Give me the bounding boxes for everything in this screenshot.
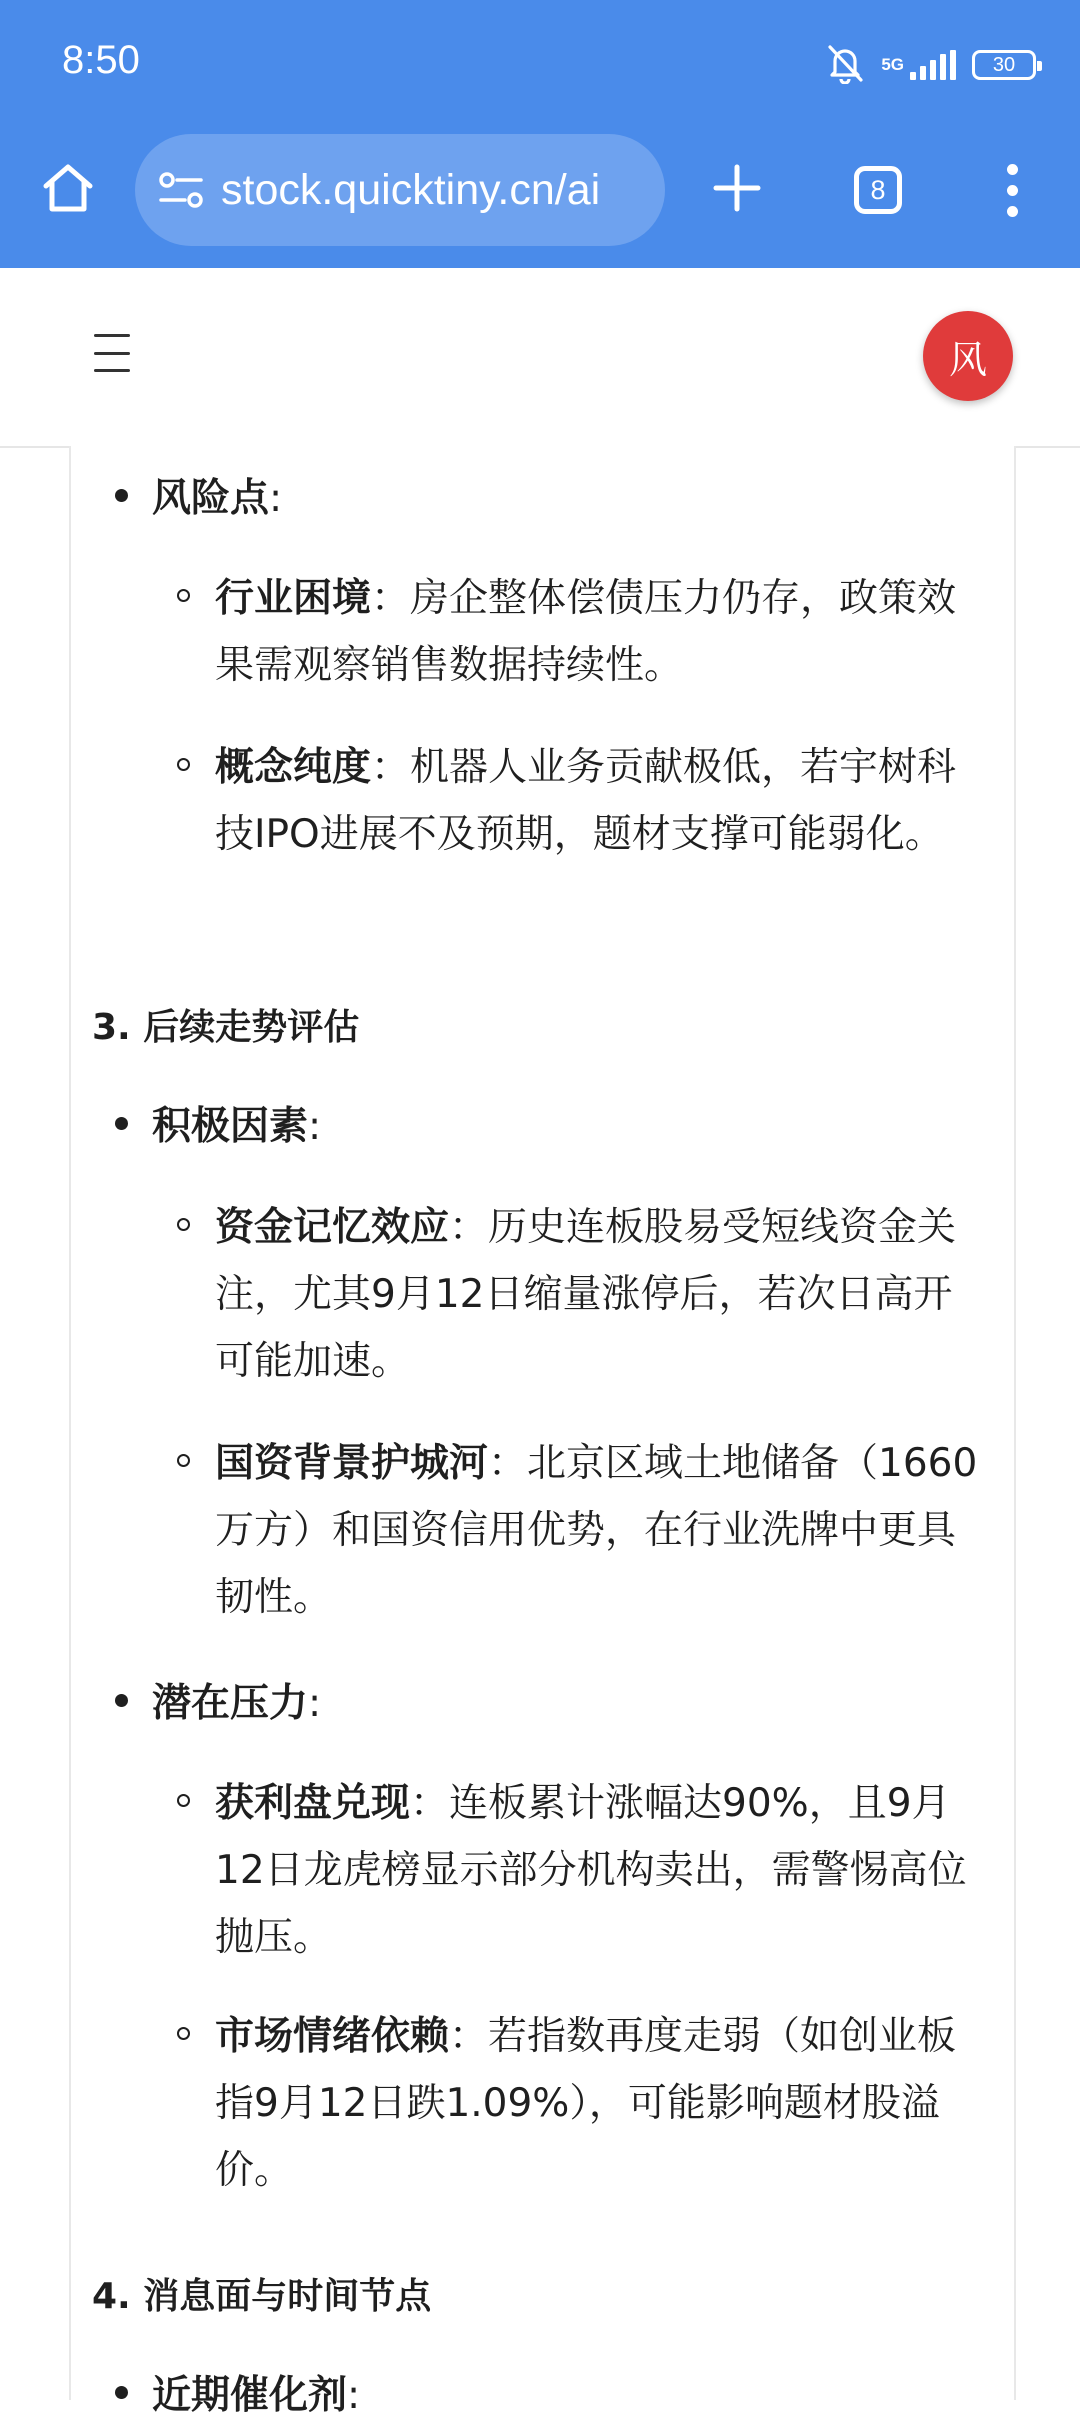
term: 市场情绪依赖 bbox=[215, 2014, 450, 2059]
item-text: 北京区域土地储备（1660万方）和国资信用优势，在行业洗牌中更具韧性。 bbox=[215, 1441, 978, 1620]
status-time: 8:50 bbox=[62, 38, 140, 82]
section-heading-4: 4. 消息面与时间节点 bbox=[92, 2276, 432, 2317]
colon: : bbox=[308, 1104, 322, 1149]
browser-toolbar bbox=[0, 130, 1080, 250]
item-colon: ： bbox=[449, 2014, 489, 2059]
battery-level: 30 bbox=[992, 53, 1016, 76]
bell-off-icon bbox=[825, 42, 865, 88]
new-tab-button[interactable] bbox=[699, 152, 775, 228]
heading-risk: 风险点 bbox=[152, 476, 270, 521]
list-item-positive bbox=[152, 1095, 321, 1151]
list-item-risk bbox=[152, 467, 282, 523]
list-item-profit-taking bbox=[215, 1770, 985, 1971]
browser-chrome bbox=[0, 0, 1080, 268]
home-button[interactable] bbox=[30, 152, 106, 228]
item-colon: ： bbox=[488, 1441, 528, 1486]
item-text: 若指数再度走弱（如创业板指9月12日跌1.09%），可能影响题材股溢价。 bbox=[215, 2014, 957, 2193]
item-text: 历史连板股易受短线资金关注，尤其9月12日缩量涨停后，若次日高开可能加速。 bbox=[215, 1205, 957, 1384]
tab-switcher-button[interactable] bbox=[840, 152, 916, 228]
more-icon bbox=[1007, 164, 1018, 217]
item-colon: ： bbox=[371, 745, 411, 790]
item-text: 连板累计涨幅达90%，且9月12日龙虎榜显示部分机构卖出，需警惕高位抛压。 bbox=[215, 1781, 967, 1960]
colon: : bbox=[269, 476, 283, 521]
list-item-fund-memory bbox=[215, 1194, 985, 1395]
avatar[interactable] bbox=[923, 311, 1013, 401]
plus-icon bbox=[712, 163, 762, 217]
home-icon bbox=[40, 160, 96, 220]
item-colon: ： bbox=[371, 576, 411, 621]
section-heading-3: 3. 后续走势评估 bbox=[92, 1007, 360, 1048]
battery-icon bbox=[972, 50, 1036, 80]
colon: : bbox=[347, 2373, 361, 2418]
list-item-catalyst bbox=[152, 2364, 360, 2420]
heading-positive: 积极因素 bbox=[152, 1104, 309, 1149]
term: 获利盘兑现 bbox=[215, 1781, 411, 1826]
item-text: 房企整体偿债压力仍存，政策效果需观察销售数据持续性。 bbox=[215, 576, 957, 688]
colon: : bbox=[308, 1681, 322, 1726]
signal-icon bbox=[910, 50, 956, 80]
url-text[interactable]: stock.quicktiny.cn/ai bbox=[221, 165, 601, 214]
term: 概念纯度 bbox=[215, 745, 372, 790]
tab-count: 8 bbox=[870, 174, 886, 205]
hamburger-icon[interactable] bbox=[94, 334, 130, 372]
item-colon: ： bbox=[410, 1781, 450, 1826]
tabs-icon bbox=[854, 166, 902, 214]
list-item-industry bbox=[215, 565, 985, 699]
list-item-concept bbox=[215, 734, 985, 868]
item-text: 机器人业务贡献极低，若宇树科技IPO进展不及预期，题材支撑可能弱化。 bbox=[215, 745, 957, 857]
more-menu-button[interactable] bbox=[974, 152, 1050, 228]
heading-catalyst: 近期催化剂 bbox=[152, 2373, 348, 2418]
term: 资金记忆效应 bbox=[215, 1205, 450, 1250]
term: 行业困境 bbox=[215, 576, 372, 621]
site-settings-icon[interactable] bbox=[157, 168, 207, 212]
term: 国资背景护城河 bbox=[215, 1441, 489, 1486]
list-item-state-moat bbox=[215, 1430, 985, 1631]
address-bar[interactable] bbox=[135, 134, 665, 246]
site-header bbox=[0, 268, 1080, 448]
list-item-sentiment bbox=[215, 2003, 985, 2204]
heading-pressure: 潜在压力 bbox=[152, 1681, 309, 1726]
list-item-pressure bbox=[152, 1672, 321, 1728]
item-colon: ： bbox=[449, 1205, 489, 1250]
status-icons bbox=[825, 40, 1036, 90]
avatar-text: 风 bbox=[948, 337, 987, 382]
network-type: 5G bbox=[881, 55, 904, 74]
